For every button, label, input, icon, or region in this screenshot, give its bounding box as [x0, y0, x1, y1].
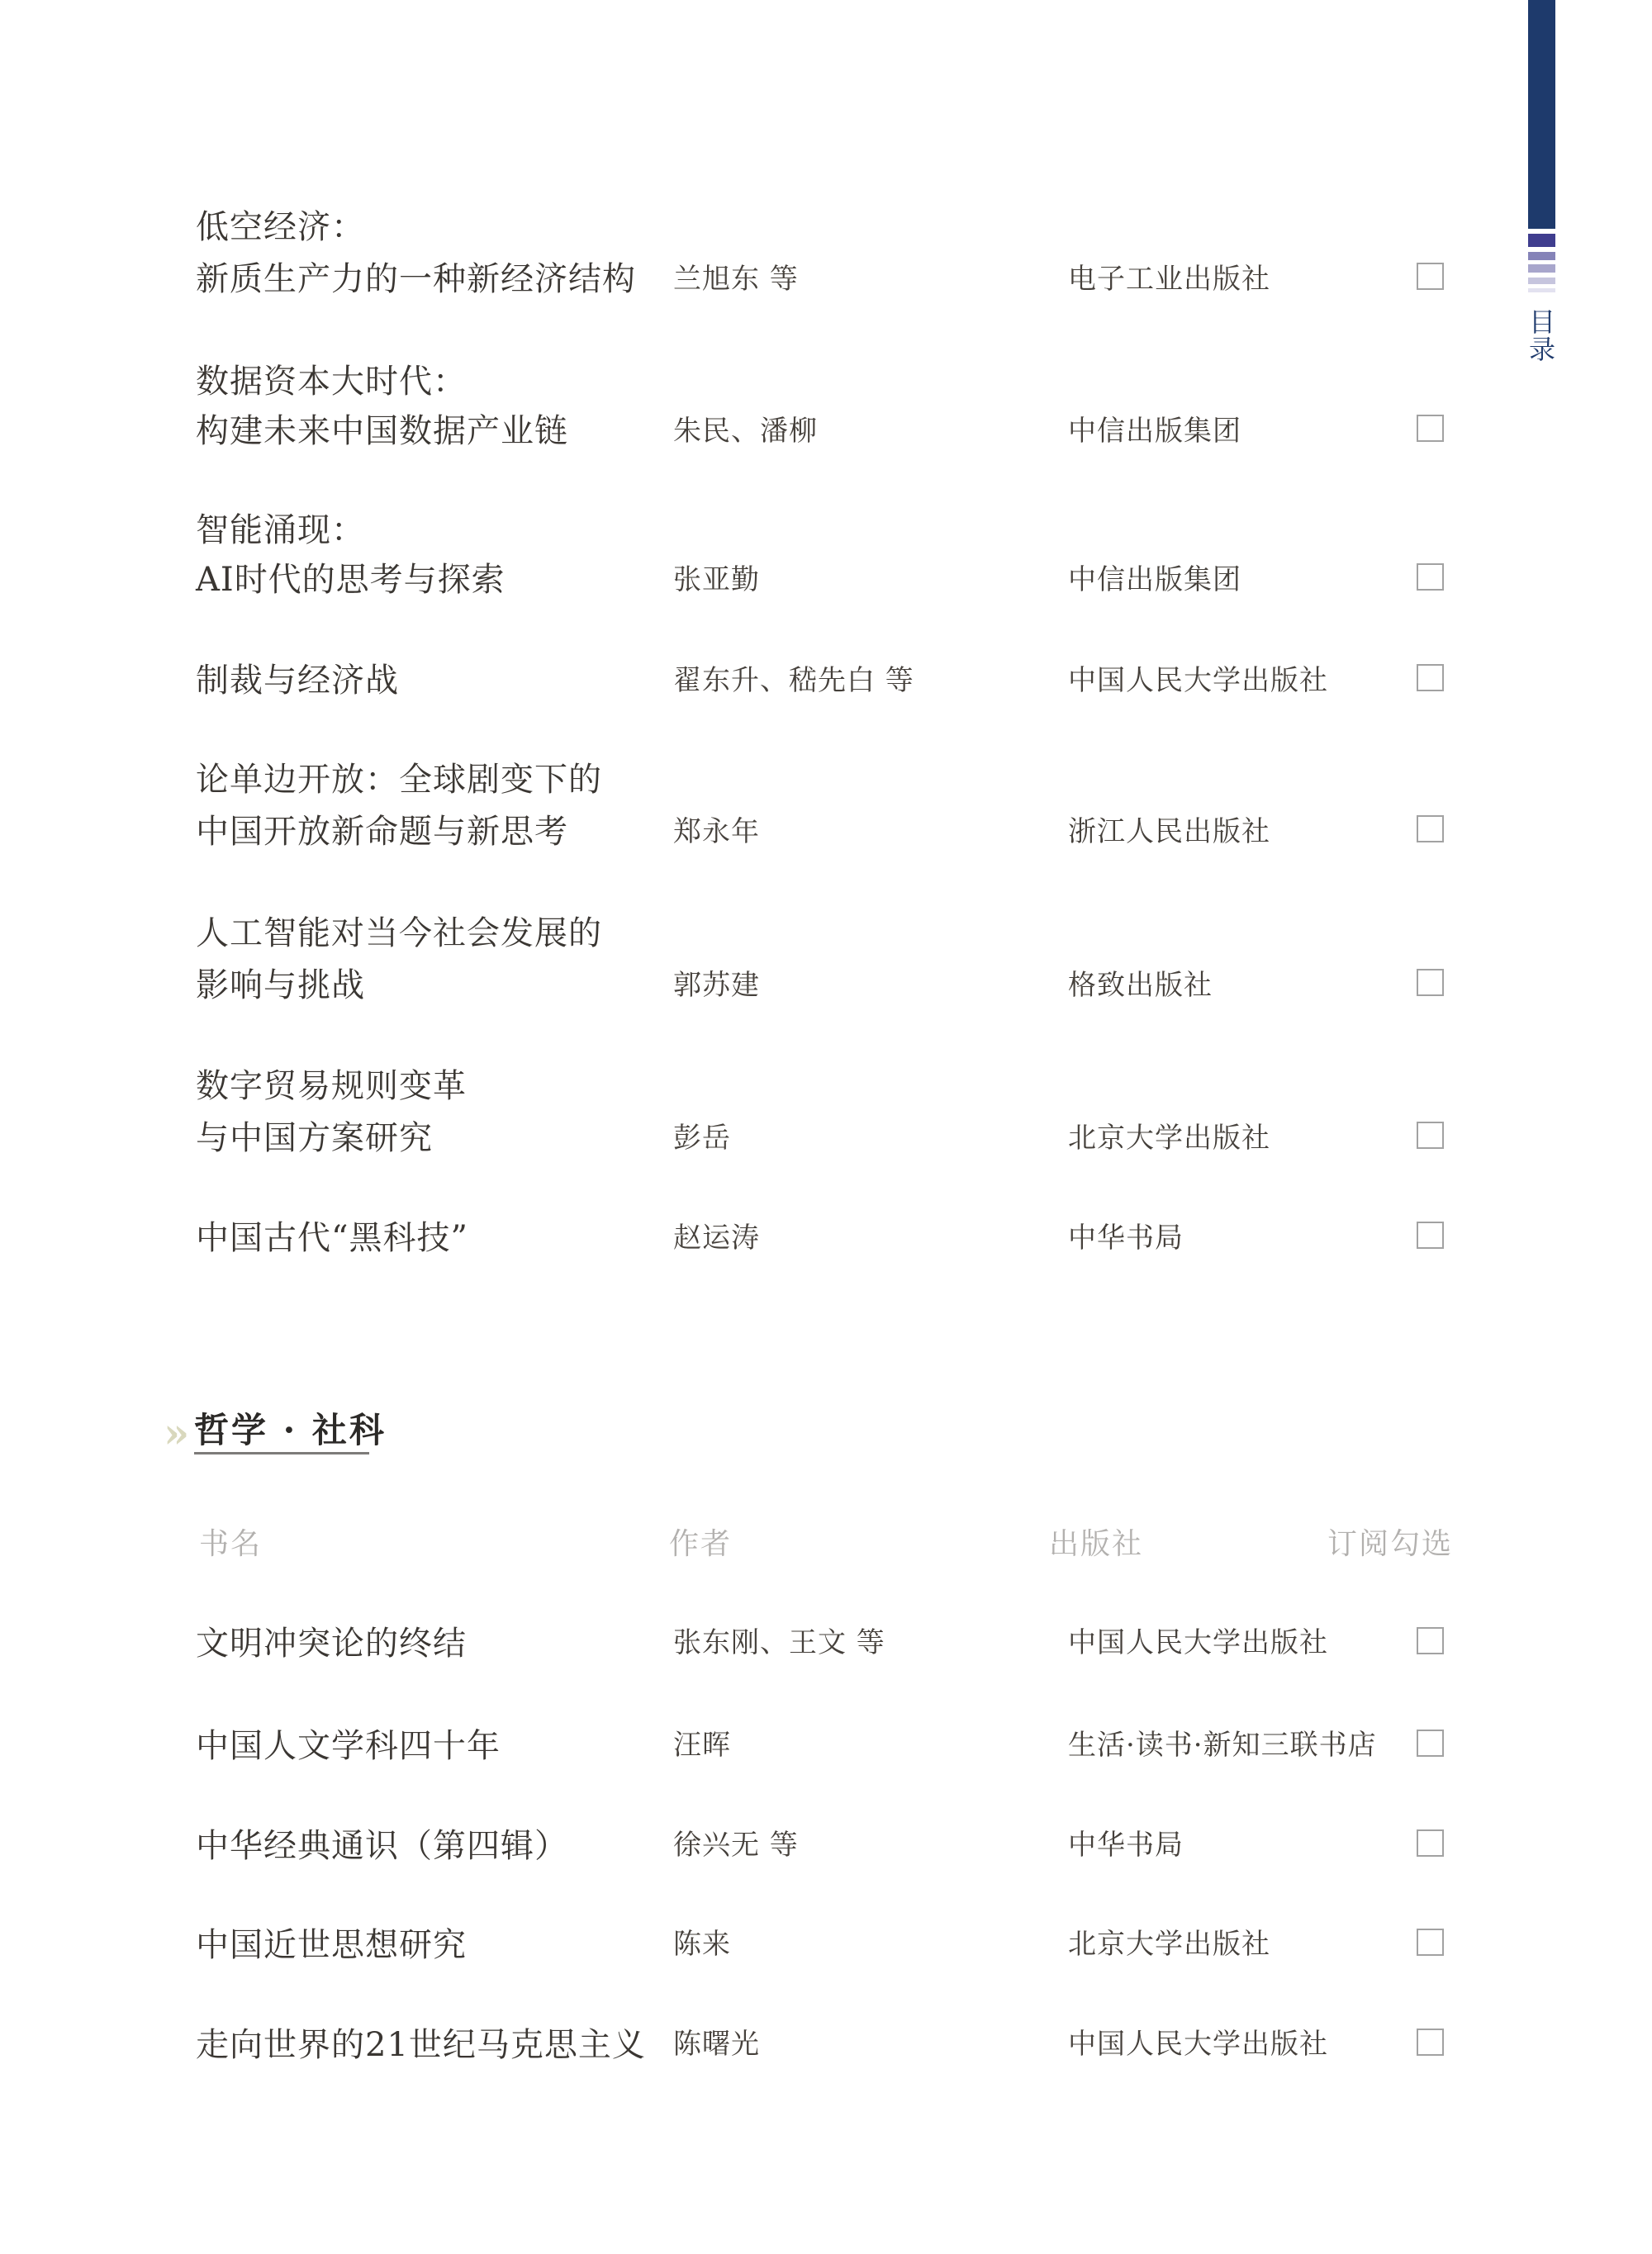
book-title: 中国人文学科四十年: [196, 1727, 501, 1765]
subscribe-checkbox[interactable]: [1417, 2029, 1444, 2056]
toc-tab-fade-2: [1528, 252, 1555, 260]
book-publisher: 中华书局: [1068, 1222, 1184, 1255]
book-author: 赵运涛: [673, 1222, 760, 1255]
section-heading-underline: [194, 1452, 369, 1454]
subscribe-checkbox[interactable]: [1417, 815, 1444, 842]
subscribe-checkbox[interactable]: [1417, 1929, 1444, 1956]
column-header-title: 书名: [199, 1527, 263, 1561]
toc-tab-fade-1: [1528, 234, 1555, 247]
column-header-author: 作者: [669, 1527, 733, 1561]
book-author: 张亚勤: [673, 563, 760, 596]
book-title: 制裁与经济战: [196, 662, 399, 700]
book-publisher: 中信出版集团: [1068, 563, 1241, 596]
book-title: 数字贸易规则变革: [196, 1067, 467, 1105]
subscribe-checkbox[interactable]: [1417, 1627, 1444, 1654]
book-title: 数据资本大时代：: [196, 363, 467, 401]
book-publisher: 北京大学出版社: [1068, 1928, 1270, 1961]
subscribe-checkbox[interactable]: [1417, 1730, 1444, 1757]
book-publisher: 中华书局: [1068, 1829, 1184, 1862]
book-publisher: 浙江人民出版社: [1068, 815, 1270, 848]
toc-tab-label: 目 录: [1528, 306, 1555, 365]
book-publisher: 格致出版社: [1068, 969, 1213, 1002]
toc-tab-fade-5: [1528, 288, 1555, 292]
subscribe-checkbox[interactable]: [1417, 263, 1444, 290]
book-author: 张东刚、王文 等: [673, 1626, 885, 1659]
book-publisher: 电子工业出版社: [1068, 263, 1270, 296]
book-title: 智能涌现：: [196, 511, 365, 549]
book-title: 文明冲突论的终结: [196, 1625, 467, 1663]
subscribe-checkbox[interactable]: [1417, 415, 1444, 442]
section-heading: 哲学 · 社科: [194, 1410, 387, 1450]
book-author: 翟东升、嵇先白 等: [673, 664, 914, 697]
book-title: 论单边开放：全球剧变下的: [196, 761, 602, 799]
book-title: 中国古代“黑科技”: [196, 1219, 468, 1257]
book-title: AI时代的思考与探索: [196, 561, 506, 599]
book-author: 郭苏建: [673, 969, 760, 1002]
section-marker-icon: »: [164, 1408, 190, 1457]
subscribe-checkbox[interactable]: [1417, 1222, 1444, 1249]
subscribe-checkbox[interactable]: [1417, 969, 1444, 996]
book-author: 陈曙光: [673, 2028, 760, 2061]
book-publisher: 中国人民大学出版社: [1068, 1626, 1328, 1659]
book-title: 中国开放新命题与新思考: [196, 813, 568, 851]
book-author: 陈来: [673, 1928, 731, 1961]
column-header-publisher: 出版社: [1049, 1527, 1144, 1561]
book-title: 与中国方案研究: [196, 1119, 433, 1157]
book-title: 低空经济：: [196, 208, 365, 246]
book-publisher: 中国人民大学出版社: [1068, 664, 1328, 697]
book-title: 中华经典通识（第四辑）: [196, 1827, 568, 1865]
book-title: 构建未来中国数据产业链: [196, 412, 568, 450]
toc-tab-bar: [1528, 0, 1555, 229]
subscribe-checkbox[interactable]: [1417, 563, 1444, 591]
book-publisher: 北京大学出版社: [1068, 1122, 1270, 1155]
book-author: 朱民、潘柳: [673, 415, 818, 448]
book-author: 郑永年: [673, 815, 760, 848]
toc-tab-fade-4: [1528, 278, 1555, 284]
book-title: 走向世界的21世纪马克思主义: [196, 2026, 646, 2064]
subscribe-checkbox[interactable]: [1417, 1122, 1444, 1149]
book-author: 彭岳: [673, 1122, 731, 1155]
toc-tab-fade-3: [1528, 264, 1555, 273]
book-title: 人工智能对当今社会发展的: [196, 914, 602, 952]
book-author: 汪晖: [673, 1729, 731, 1762]
book-title: 影响与挑战: [196, 966, 365, 1004]
subscribe-checkbox[interactable]: [1417, 664, 1444, 691]
book-publisher: 生活·读书·新知三联书店: [1068, 1729, 1377, 1762]
book-title: 中国近世思想研究: [196, 1926, 467, 1964]
book-publisher: 中国人民大学出版社: [1068, 2028, 1328, 2061]
book-author: 徐兴无 等: [673, 1829, 799, 1862]
book-author: 兰旭东 等: [673, 263, 799, 296]
subscribe-checkbox[interactable]: [1417, 1829, 1444, 1857]
book-title: 新质生产力的一种新经济结构: [196, 260, 636, 298]
book-publisher: 中信出版集团: [1068, 415, 1241, 448]
column-header-subscribe: 订阅勾选: [1327, 1527, 1454, 1561]
